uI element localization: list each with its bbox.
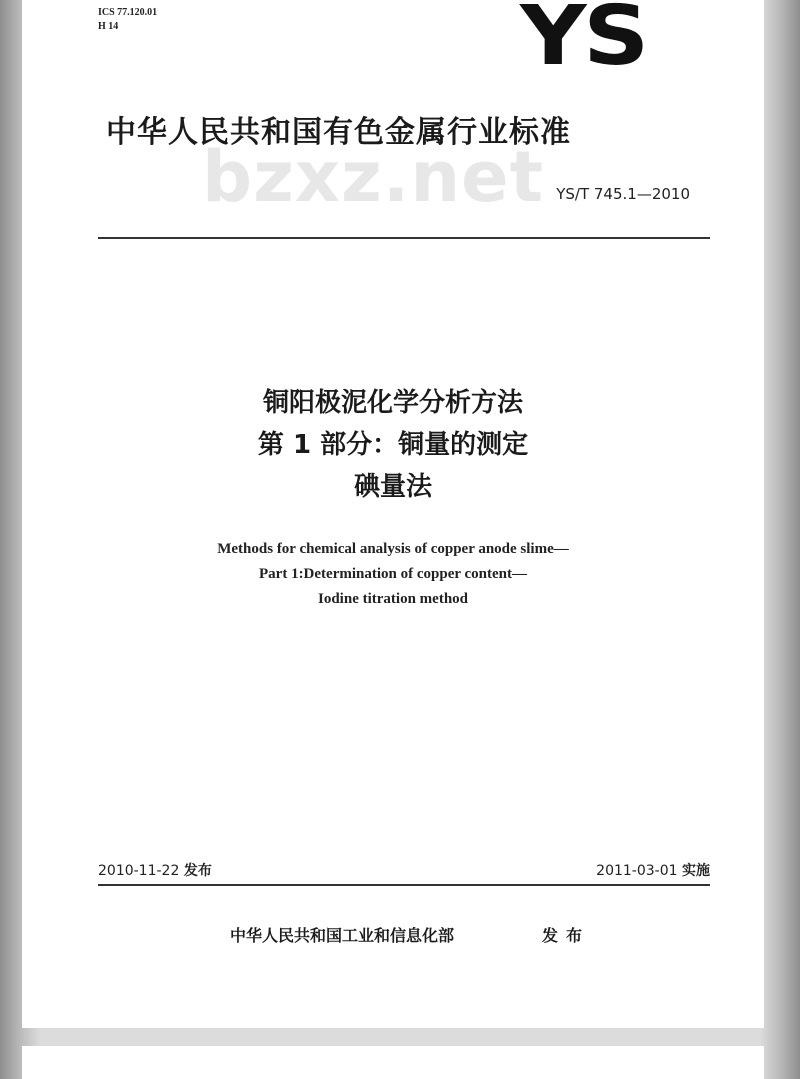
standard-number: YS/T 745.1—2010 [556,185,690,203]
watermark: bzxz.net [202,136,545,218]
publish-date: 2010-11-22 [98,863,180,879]
title-en-line-3: Iodine titration method [318,591,468,607]
implement-label: 实施 [682,863,710,879]
document-page [22,0,764,1028]
implement-date-block [596,864,710,878]
title-en-line-1: Methods for chemical analysis of copper anode slime— [217,541,569,557]
publish-label: 发布 [183,863,212,879]
title-en-line-2: Part 1:Determination of copper content— [259,566,527,582]
ics-code: ICS 77.120.01 [98,7,158,18]
footer-divider [98,884,710,886]
implement-date: 2011-03-01 [596,863,678,879]
issuer-name: 中华人民共和国工业和信息化部 [230,926,455,945]
header-divider [98,237,710,239]
title-cn-line-3: 碘量法 [353,472,432,502]
issuer-label: 发布 [542,926,591,945]
title-cn-line-1: 铜阳极泥化学分析方法 [262,388,523,418]
publish-date-block [98,864,212,878]
ys-logo: YS [520,0,646,84]
ccs-code: H 14 [98,21,119,32]
title-cn-line-2: 第 1 部分：铜量的测定 [257,430,529,460]
next-page-edge [22,1046,764,1079]
classification-codes [98,6,157,34]
organization-header: 中华人民共和国有色金属行业标准 [106,115,571,150]
